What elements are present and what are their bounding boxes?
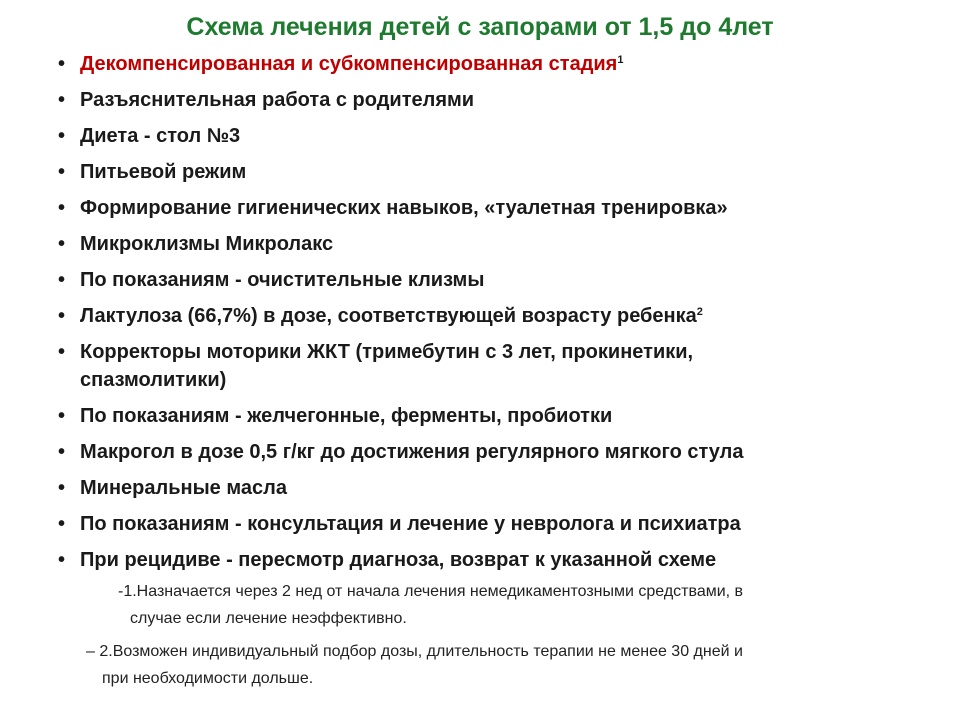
item-text: По показаниям - желчегонные, ферменты, пробиотки	[80, 405, 613, 427]
bullet-icon: •	[58, 405, 66, 427]
footnote-1-line-2: случае если лечение неэффективно.	[130, 610, 407, 627]
list-item	[56, 158, 916, 186]
item-text: По показаниям - консультация и лечение у невролога и психиатра	[80, 513, 741, 535]
bullet-icon: •	[58, 269, 66, 291]
list-item	[56, 50, 916, 78]
item-text: Диета - стол №3	[80, 125, 241, 147]
item-text: Микроклизмы Микролакс	[80, 233, 334, 255]
list-item	[56, 194, 916, 222]
item-text: Макрогол в дозе 0,5 г/кг до достижения регулярного мягкого стула	[80, 441, 744, 463]
list-item	[56, 266, 916, 294]
list-item	[56, 474, 916, 502]
list-item	[56, 546, 916, 574]
footnote-ref: 1	[617, 54, 624, 66]
item-text: Декомпенсированная и субкомпенсированная стадия	[80, 53, 618, 75]
bullet-icon: •	[58, 341, 66, 363]
footnote-2	[86, 638, 886, 692]
list-item	[56, 230, 916, 258]
footnote-2-line-2: при необходимости дольше.	[102, 670, 314, 687]
item-text: При рецидиве - пересмотр диагноза, возврат к указанной схеме	[80, 549, 717, 571]
bullet-icon: •	[58, 305, 66, 327]
slide-title: Схема лечения детей с запорами от 1,5 до 4лет	[186, 13, 774, 41]
item-text: Разъяснительная работа с родителями	[80, 89, 475, 111]
item-text: Корректоры моторики ЖКТ (тримебутин с 3 лет, прокинетики, спазмолитики)	[80, 341, 694, 391]
footnote-1	[118, 578, 878, 632]
item-text: Минеральные масла	[80, 477, 287, 499]
footnote-2-line-1: – 2.Возможен индивидуальный подбор дозы, длительность терапии не менее 30 дней и	[86, 643, 743, 660]
bullet-icon: •	[58, 441, 66, 463]
bullet-icon: •	[58, 125, 66, 147]
treatment-list	[56, 50, 916, 582]
bullet-icon: •	[58, 513, 66, 535]
item-text: По показаниям - очистительные клизмы	[80, 269, 485, 291]
item-text: Формирование гигиенических навыков, «туалетная тренировка»	[80, 197, 728, 219]
bullet-icon: •	[58, 161, 66, 183]
list-item	[56, 122, 916, 150]
item-text: Лактулоза (66,7%) в дозе, соответствующей возрасту ребенка	[80, 305, 697, 327]
bullet-icon: •	[58, 549, 66, 571]
bullet-icon: •	[58, 477, 66, 499]
list-item	[56, 86, 916, 114]
item-text: Питьевой режим	[80, 161, 247, 183]
bullet-icon: •	[58, 53, 66, 75]
list-item	[56, 302, 916, 330]
list-item	[56, 402, 916, 430]
bullet-icon: •	[58, 197, 66, 219]
list-item	[56, 338, 820, 394]
footnote-ref: 2	[696, 306, 703, 318]
footnote-1-line-1: -1.Назначается через 2 нед от начала лечения немедикаментозными средствами, в	[118, 583, 744, 600]
list-item	[56, 438, 916, 466]
bullet-icon: •	[58, 89, 66, 111]
bullet-icon: •	[58, 233, 66, 255]
list-item	[56, 510, 916, 538]
